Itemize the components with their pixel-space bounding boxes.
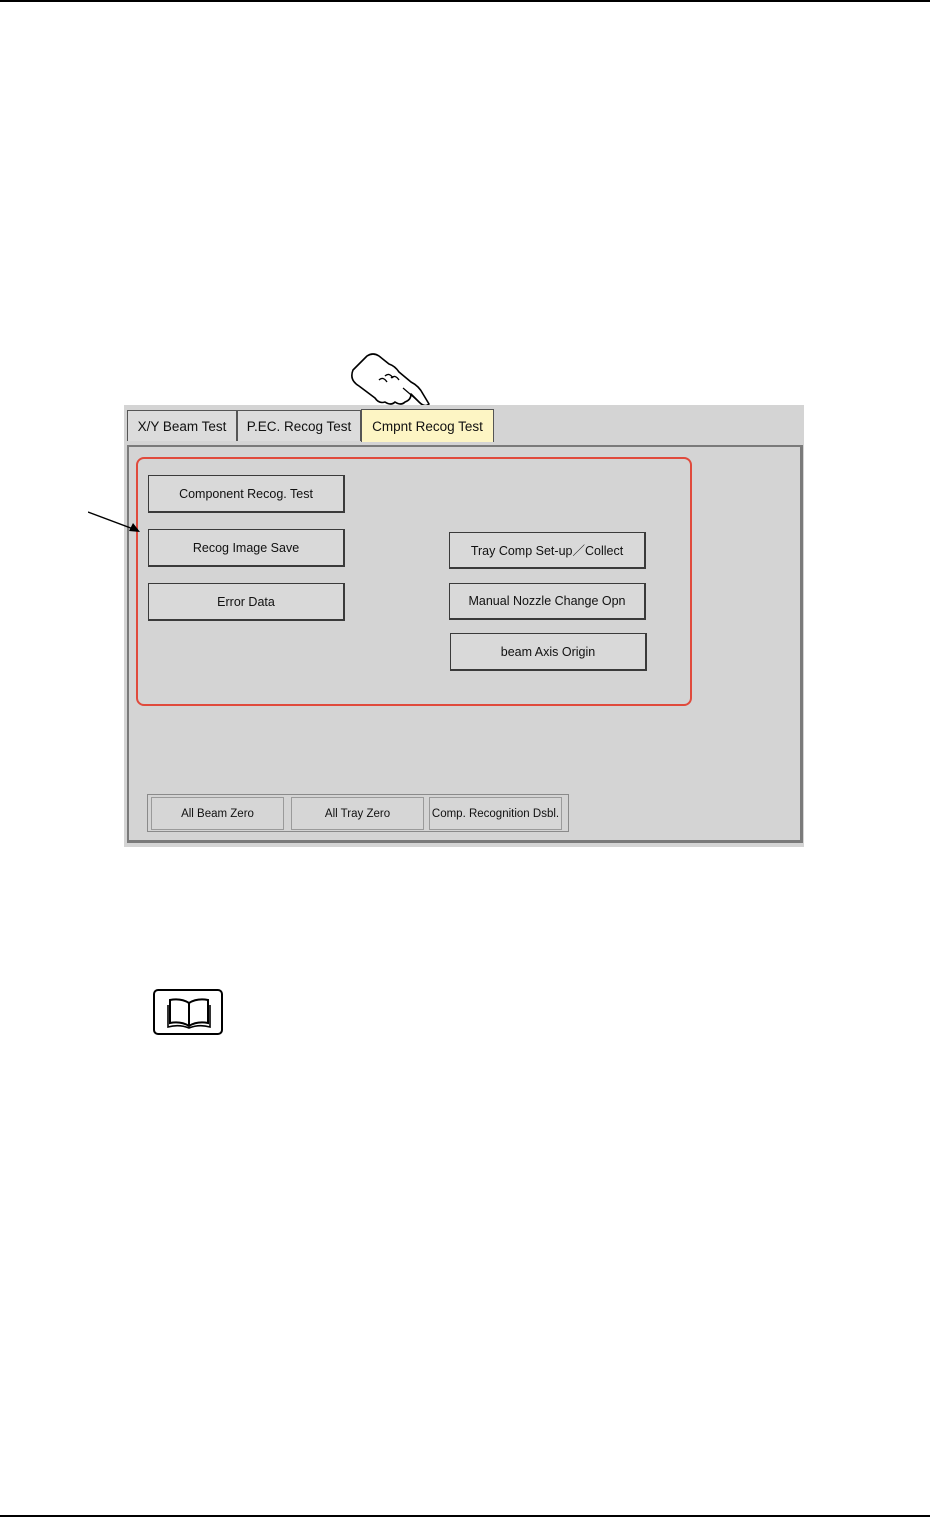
tray-comp-setup-collect-button[interactable]: Tray Comp Set-up／Collect [449,532,646,569]
page-top-rule [0,0,930,2]
arrow-icon [88,508,144,536]
tab-xy-beam-test[interactable]: X/Y Beam Test [127,410,237,441]
all-tray-zero-button[interactable]: All Tray Zero [291,797,424,830]
error-data-button[interactable]: Error Data [148,583,345,621]
beam-axis-origin-button[interactable]: beam Axis Origin [450,633,647,671]
comp-recognition-dsbl-button[interactable]: Comp. Recognition Dsbl. [429,797,562,830]
tab-cmpnt-recog-test[interactable]: Cmpnt Recog Test [361,409,494,442]
manual-nozzle-change-button[interactable]: Manual Nozzle Change Opn [449,583,646,620]
all-beam-zero-button[interactable]: All Beam Zero [151,797,284,830]
tab-strip [124,405,804,441]
tab-pec-recog-test[interactable]: P.EC. Recog Test [237,410,361,441]
pointing-hand-icon [345,352,435,412]
book-icon [153,989,223,1035]
component-recog-test-button[interactable]: Component Recog. Test [148,475,345,513]
page-bottom-rule [0,1515,930,1517]
recog-image-save-button[interactable]: Recog Image Save [148,529,345,567]
